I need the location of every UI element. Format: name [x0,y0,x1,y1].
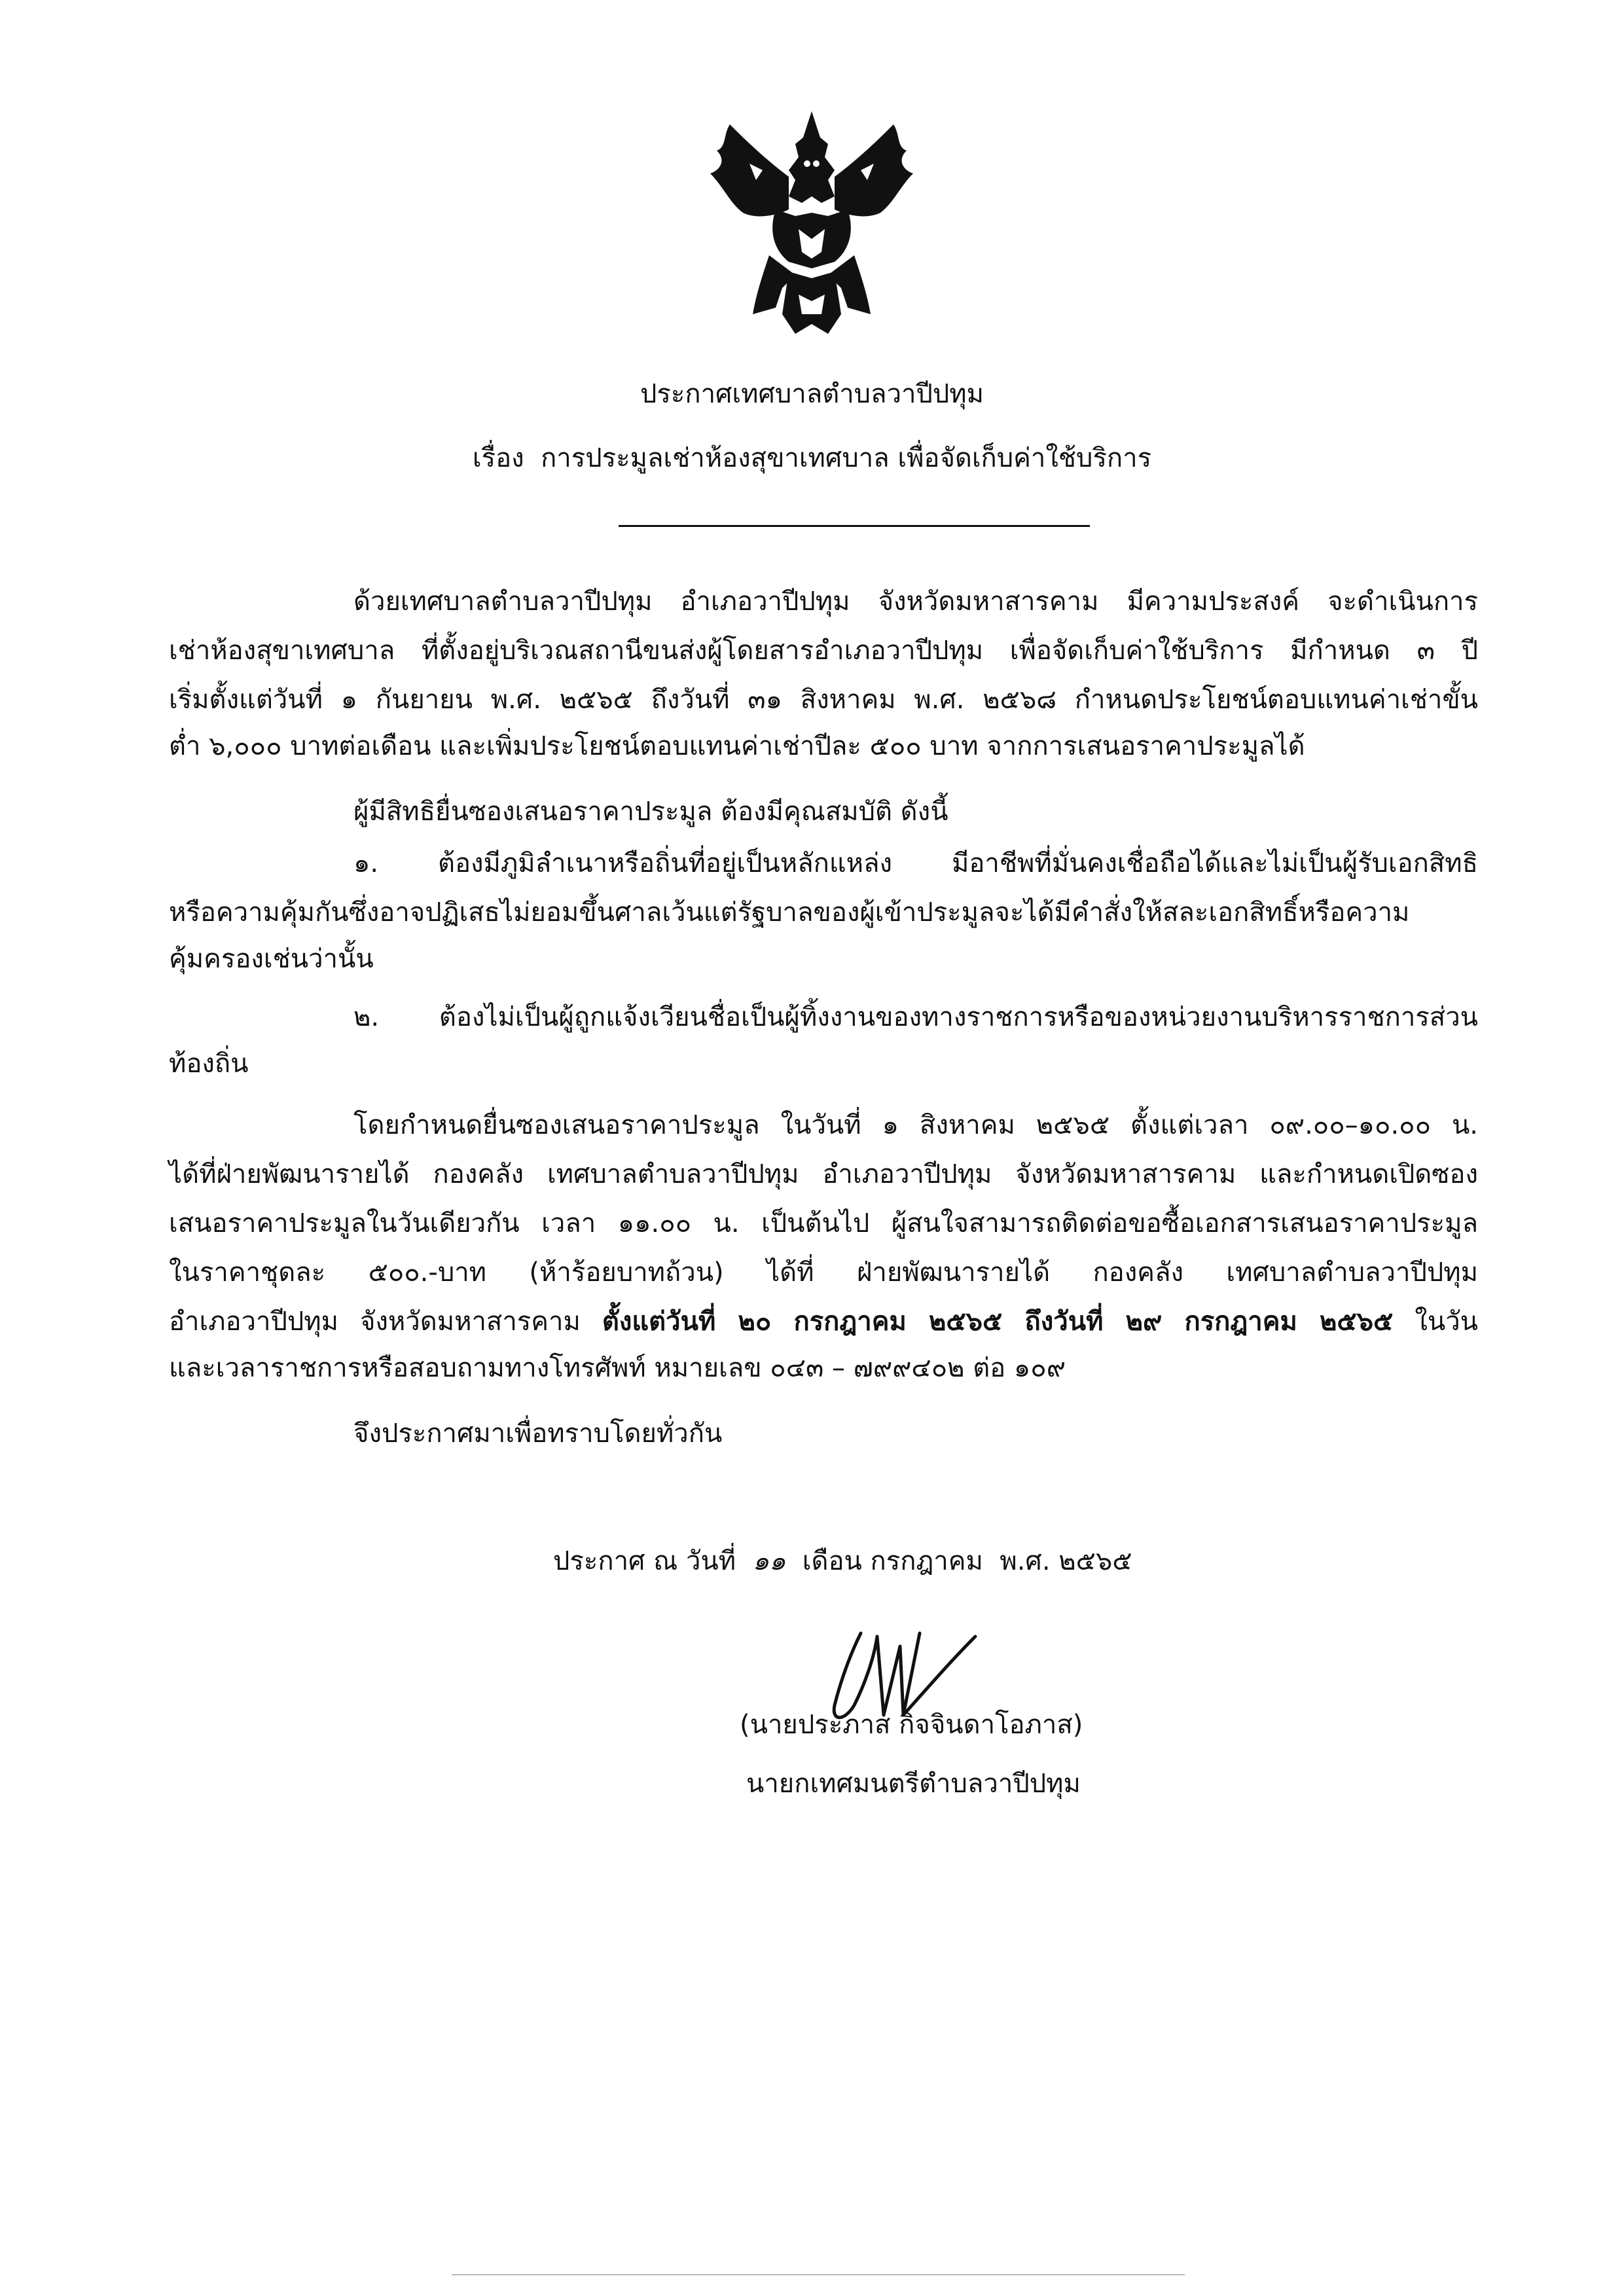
submission-period: ตั้งแต่วันที่ ๒๐ กรกฎาคม ๒๕๖๕ ถึงวันที่ ๒๙ กรกฎาคม ๒๕๖๕ [602,1307,1394,1337]
mayor-name: (นายประภาส กิจจินดาโอภาส) [740,1710,1083,1740]
qualification-1-line-1: ๑. ต้องมีภูมิลำเนาหรือถิ่นที่อยู่เป็นหลักแหล่ง มีอาชีพที่มั่นคงเชื่อถือได้และไม่เป็นผู้รับเอกสิทธิ [353,848,1478,878]
paragraph-1-line-3: เริ่มตั้งแต่วันที่ ๑ กันยายน พ.ศ. ๒๕๖๕ ถึงวันที่ ๓๑ สิงหาคม พ.ศ. ๒๕๖๘ กำหนดประโยชน์ตอบแทนค่าเช่าขั้น [169,685,1478,715]
qualification-2-line-2: ท้องถิ่น [169,1049,249,1079]
paragraph-3-line-6: และเวลาราชการหรือสอบถามทางโทรศัพท์ หมายเลข ๐๔๓ – ๗๙๙๔๐๒ ต่อ ๑๐๙ [169,1353,1066,1383]
month-label: เดือน [802,1546,862,1576]
paragraph-3-line-1: โดยกำหนดยื่นซองเสนอราคาประมูล ในวันที่ ๑ สิงหาคม ๒๕๖๕ ตั้งแต่เวลา ๐๙.๐๐–๑๐.๐๐ น. [353,1110,1478,1140]
qualification-1-line-2: หรือความคุ้มกันซึ่งอาจปฏิเสธไม่ยอมขึ้นศาลเว้นแต่รัฐบาลของผู้เข้าประมูลจะได้มีคำสั่งให้สละเอกสิทธิ์หรือความ [169,897,1410,928]
subject-prefix: เรื่อง [472,443,524,473]
paragraph-3-line-5-start: อำเภอวาปีปทุม จังหวัดมหาสารคาม [169,1307,581,1337]
scan-edge-line [452,2274,1185,2275]
year-label: พ.ศ. [1000,1546,1051,1576]
mayor-position: นายกเทศมนตรีตำบลวาปีปทุม [746,1769,1081,1799]
paragraph-1-line-2: เช่าห้องสุขาเทศบาล ที่ตั้งอยู่บริเวณสถานีขนส่งผู้โดยสารอำเภอวาปีปทุม เพื่อจัดเก็บค่าใช้บริการ มีกำหนด ๓ ปี [169,636,1478,666]
paragraph-1-line-1: ด้วยเทศบาลตำบลวาปีปทุม อำเภอวาปีปทุม จังหวัดมหาสารคาม มีความประสงค์ จะดำเนินการ [353,587,1478,617]
paragraph-3-line-5-end: ในวัน [1415,1307,1479,1337]
date-prefix: ประกาศ ณ วันที่ [553,1546,736,1576]
garuda-emblem [691,98,933,347]
announcement-subject [0,445,1624,471]
date-day: ๑๑ [752,1546,786,1576]
announcement-title: ประกาศเทศบาลตำบลวาปีปทุม [640,379,984,409]
closing-statement: จึงประกาศมาเพื่อทราบโดยทั่วกัน [353,1419,723,1449]
paragraph-3-line-5 [169,1306,1478,1337]
paragraph-1-line-4: ต่ำ ๖,๐๐๐ บาทต่อเดือน และเพิ่มประโยชน์ตอบแทนค่าเช่าปีละ ๕๐๐ บาท จากการเสนอราคาประมูลได้ [169,731,1305,761]
qualification-intro: ผู้มีสิทธิยื่นซองเสนอราคาประมูล ต้องมีคุณสมบัติ ดังนี้ [353,797,948,827]
date-year: ๒๕๖๕ [1058,1546,1132,1576]
qualification-1-line-3: คุ้มครองเช่นว่านั้น [169,944,374,974]
paragraph-3-line-3: เสนอราคาประมูลในวันเดียวกัน เวลา ๑๑.๐๐ น. เป็นต้นไป ผู้สนใจสามารถติดต่อขอซื้อเอกสารเสนอราคาประมูล [169,1208,1478,1238]
qualification-2-line-1: ๒. ต้องไม่เป็นผู้ถูกแจ้งเวียนชื่อเป็นผู้ทิ้งงานของทางราชการหรือของหน่วยงานบริหารราชการส่วน [353,1002,1478,1032]
subject-text: การประมูลเช่าห้องสุขาเทศบาล เพื่อจัดเก็บค่าใช้บริการ [541,443,1152,473]
paragraph-3-line-2: ได้ที่ฝ่ายพัฒนารายได้ กองคลัง เทศบาลตำบลวาปีปทุม อำเภอวาปีปทุม จังหวัดมหาสารคาม และกำหนดเปิดซอง [169,1159,1478,1189]
announcement-date [553,1548,1132,1574]
date-month: กรกฎาคม [870,1546,983,1576]
title-divider [619,525,1090,527]
paragraph-3-line-4: ในราคาชุดละ ๕๐๐.-บาท (ห้าร้อยบาทถ้วน) ได้ที่ ฝ่ายพัฒนารายได้ กองคลัง เทศบาลตำบลวาปีปทุม [169,1257,1478,1288]
